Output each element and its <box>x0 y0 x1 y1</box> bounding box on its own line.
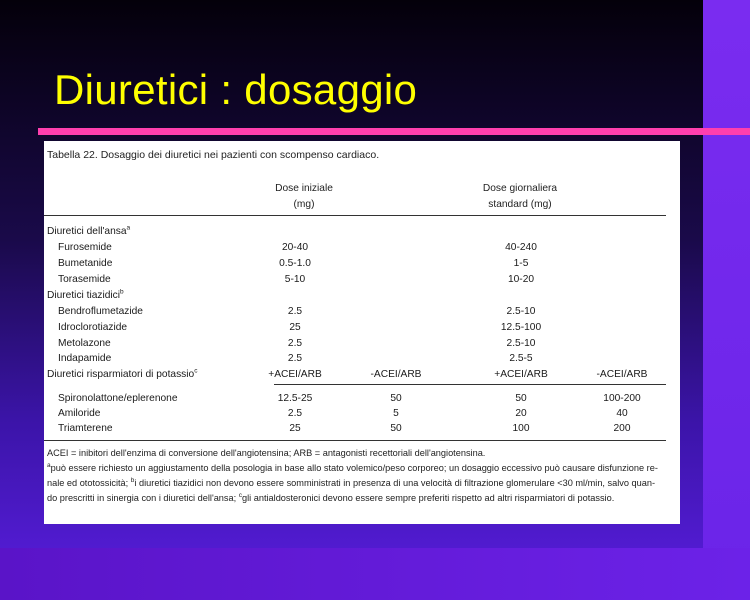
dose-value: 50 <box>515 393 527 404</box>
standard-dose-value: 2.5-10 <box>506 338 536 349</box>
drug-name: Indapamide <box>58 353 112 364</box>
header-standard-dose-line1: Dose giornaliera <box>482 183 558 194</box>
dose-value: 100 <box>512 423 530 434</box>
dose-value: 100-200 <box>603 393 641 404</box>
initial-dose-value: 20-40 <box>281 242 309 253</box>
header-initial-dose-line1: Dose iniziale <box>275 183 333 194</box>
table-caption: Tabella 22. Dosaggio dei diuretici nei pazienti con scompenso cardiaco. <box>47 149 380 161</box>
initial-dose-value: 5-10 <box>284 274 306 285</box>
drug-name: Metolazone <box>58 338 111 349</box>
footer-rule <box>44 440 666 441</box>
group-label-potassium-sparing: Diuretici risparmiatori di potassio$^c$ <box>47 367 198 380</box>
footnote-c: do prescritti in sinergia con i diuretici dell'ansa; $^c$gli antialdosteronici devono essere sempre preferiti rispetto ad altri risparmiatori di potassio. <box>47 491 615 503</box>
header-initial-dose <box>244 181 364 213</box>
subheader-rule <box>274 384 666 385</box>
dose-value: 5 <box>393 408 399 419</box>
initial-dose-value: 2.5 <box>287 353 303 364</box>
dose-value: 12.5-25 <box>277 393 313 404</box>
drug-name: Triamterene <box>58 423 113 434</box>
drug-name: Spironolattone/eplerenone <box>58 393 178 404</box>
dosage-table-panel <box>44 141 680 524</box>
group-label-loop: Diuretici dell'ansa$^a$ <box>47 224 131 237</box>
drug-name: Bendroflumetazide <box>58 306 143 317</box>
header-rule <box>44 215 666 216</box>
standard-dose-value: 2.5-10 <box>506 306 536 317</box>
drug-name: Torasemide <box>58 274 111 285</box>
title-underline <box>38 128 750 135</box>
dose-value: 25 <box>289 423 301 434</box>
header-initial-dose-line2: (mg) <box>293 199 315 210</box>
drug-name: Bumetanide <box>58 258 113 269</box>
standard-dose-value: 2.5-5 <box>509 353 533 364</box>
standard-dose-value: 12.5-100 <box>500 322 542 333</box>
subheader-without-acei: -ACEI/ARB <box>370 369 422 380</box>
dose-value: 40 <box>616 408 628 419</box>
subheader-without-acei: -ACEI/ARB <box>596 369 648 380</box>
dose-value: 200 <box>613 423 631 434</box>
group-label-thiazide: Diuretici tiazidici$^b$ <box>47 288 124 301</box>
drug-name: Amiloride <box>58 408 101 419</box>
drug-name: Idroclorotiazide <box>58 322 128 333</box>
initial-dose-value: 2.5 <box>287 306 303 317</box>
initial-dose-value: 2.5 <box>287 338 303 349</box>
footnote-abbreviations: ACEI = inibitori dell'enzima di conversione dell'angiotensina; ARB = antagonisti recettoriali dell'angiotensina. <box>47 448 486 458</box>
footnote-a: $^a$può essere richiesto un aggiustamento della posologia in base allo stato volemico/peso corporeo; un dosaggio eccessivo può causare disfunzione re- <box>47 461 658 473</box>
header-standard-dose-line2: standard (mg) <box>488 199 552 210</box>
subheader-with-acei: +ACEI/ARB <box>494 369 548 380</box>
dose-value: 50 <box>390 393 402 404</box>
subheader-with-acei: +ACEI/ARB <box>268 369 322 380</box>
dose-value: 2.5 <box>287 408 303 419</box>
initial-dose-value: 0.5-1.0 <box>279 258 311 269</box>
initial-dose-value: 25 <box>289 322 301 333</box>
drug-name: Furosemide <box>58 242 112 253</box>
standard-dose-value: 1-5 <box>513 258 529 269</box>
right-decor-band <box>703 0 750 600</box>
standard-dose-value: 40-240 <box>505 242 537 253</box>
header-standard-dose <box>460 181 580 213</box>
bottom-decor-band <box>0 548 750 600</box>
standard-dose-value: 10-20 <box>507 274 535 285</box>
dose-value: 50 <box>390 423 402 434</box>
dose-value: 20 <box>515 408 527 419</box>
slide-title: Diuretici : dosaggio <box>54 66 418 113</box>
footnote-b: nale ed ototossicità; $^b$i diuretici tiazidici non devono essere somministrati in presenza di una velocità di filtrazione glomerulare <30 ml/min, salvo quan- <box>47 476 656 488</box>
